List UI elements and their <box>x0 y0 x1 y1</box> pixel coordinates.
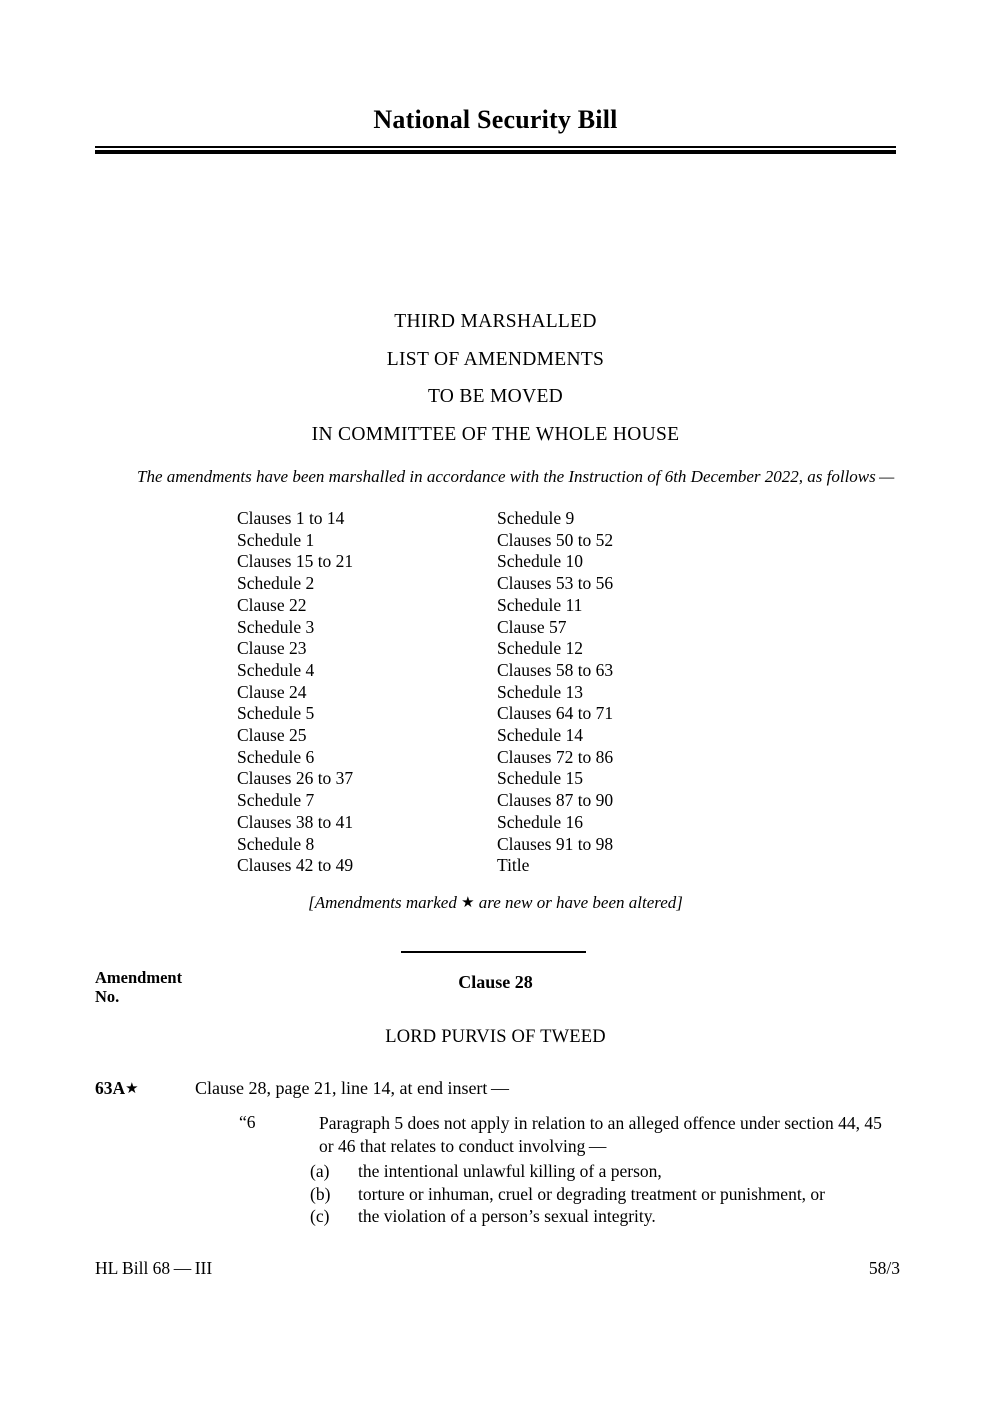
clause-list-left-column <box>237 508 497 877</box>
list-item <box>310 1183 905 1206</box>
list-item <box>310 1205 905 1228</box>
list-item: Clauses 58 to 63 <box>497 659 614 680</box>
list-item: Schedule 1 <box>237 529 315 550</box>
title-divider <box>95 146 896 154</box>
bill-reference: HL Bill 68 — III <box>95 1258 213 1278</box>
list-item: Schedule 14 <box>497 725 584 746</box>
heading-line-1: THIRD MARSHALLED <box>394 311 597 332</box>
amendment-number-text: 63A <box>95 1078 126 1098</box>
list-item: Schedule 11 <box>497 594 583 615</box>
amendment-header-line-2: No. <box>95 987 120 1006</box>
divider-rule-thick <box>95 150 896 154</box>
clause-section-divider <box>401 951 586 953</box>
marshalling-instruction <box>95 465 900 489</box>
list-item: Clauses 38 to 41 <box>237 811 354 832</box>
list-item: Schedule 6 <box>237 746 315 767</box>
tabling-member-name: LORD PURVIS OF TWEED <box>385 1027 606 1047</box>
list-item: Title <box>497 855 530 876</box>
star-legend-note <box>0 893 991 913</box>
list-item: Clauses 64 to 71 <box>497 703 614 724</box>
subparagraph-marker: (a) <box>310 1161 330 1181</box>
star-icon: ★ <box>125 1081 139 1097</box>
amendment-subparagraph-list <box>310 1160 905 1228</box>
paragraph-text: Paragraph 5 does not apply in relation to an alleged offence under section 44, 45 or 46 that relates to conduct involving — <box>319 1113 882 1156</box>
list-item: Schedule 13 <box>497 681 584 702</box>
subparagraph-text: the intentional unlawful killing of a person, <box>358 1161 662 1181</box>
list-item <box>310 1160 905 1183</box>
clause-list-right-column <box>497 508 757 877</box>
list-item: Clauses 42 to 49 <box>237 855 354 876</box>
star-icon: ★ <box>461 895 475 911</box>
list-item: Clause 22 <box>237 594 307 615</box>
list-item: Clause 57 <box>497 616 567 637</box>
list-item: Schedule 9 <box>497 508 575 528</box>
list-item: Schedule 15 <box>497 768 584 789</box>
list-item: Clauses 26 to 37 <box>237 768 354 789</box>
star-note-prefix: Amendments marked <box>314 893 462 912</box>
list-item: Clause 25 <box>237 725 307 746</box>
list-item: Clauses 1 to 14 <box>237 508 345 528</box>
subparagraph-marker: (c) <box>310 1206 330 1226</box>
list-item: Schedule 2 <box>237 573 315 594</box>
paragraph-marker: “6 <box>239 1112 256 1132</box>
clause-order-list <box>237 508 757 877</box>
list-item: Clauses 91 to 98 <box>497 833 614 854</box>
list-item: Clauses 87 to 90 <box>497 790 614 811</box>
list-item: Clauses 72 to 86 <box>497 746 614 767</box>
subparagraph-text: torture or inhuman, cruel or degrading treatment or punishment, or <box>358 1183 826 1204</box>
star-note-suffix: are new or have been altered <box>474 893 677 912</box>
list-item: Schedule 12 <box>497 638 584 659</box>
list-item: Schedule 7 <box>237 790 315 811</box>
subparagraph-marker: (b) <box>310 1183 331 1204</box>
heading-line-4: IN COMMITTEE OF THE WHOLE HOUSE <box>311 423 680 445</box>
page-title: National Security Bill <box>373 105 618 134</box>
heading-line-3: TO BE MOVED <box>427 386 564 407</box>
page-footer <box>95 1258 900 1279</box>
star-note-close-bracket: ] <box>676 893 683 912</box>
amendment-header-line-1: Amendment <box>95 968 183 987</box>
list-item: Schedule 8 <box>237 833 315 854</box>
list-item: Clauses 53 to 56 <box>497 573 614 594</box>
star-note-open-bracket: [ <box>308 893 315 912</box>
list-item: Schedule 3 <box>237 616 315 637</box>
list-item: Schedule 16 <box>497 811 584 832</box>
document-heading <box>0 303 991 453</box>
amendment-quoted-text <box>239 1112 900 1157</box>
instruction-text: The amendments have been marshalled in accordance with the Instruction of 6th December 2022, as follows — <box>137 467 895 486</box>
list-item: Schedule 10 <box>497 551 584 572</box>
page-number: 58/3 <box>868 1258 900 1278</box>
amendment-number <box>95 1078 139 1099</box>
clause-section-heading: Clause 28 <box>458 972 533 992</box>
list-item: Clause 24 <box>237 681 307 702</box>
list-item: Clauses 15 to 21 <box>237 551 354 572</box>
list-item: Clause 23 <box>237 638 307 659</box>
list-item: Clauses 50 to 52 <box>497 529 614 550</box>
amendment-instruction-text: Clause 28, page 21, line 14, at end insert — <box>195 1078 510 1098</box>
subparagraph-text: the violation of a person’s sexual integrity. <box>358 1206 656 1226</box>
heading-line-2: LIST OF AMENDMENTS <box>386 348 605 370</box>
list-item: Schedule 4 <box>237 659 315 680</box>
list-item: Schedule 5 <box>237 703 315 724</box>
paragraph-row <box>239 1112 900 1157</box>
